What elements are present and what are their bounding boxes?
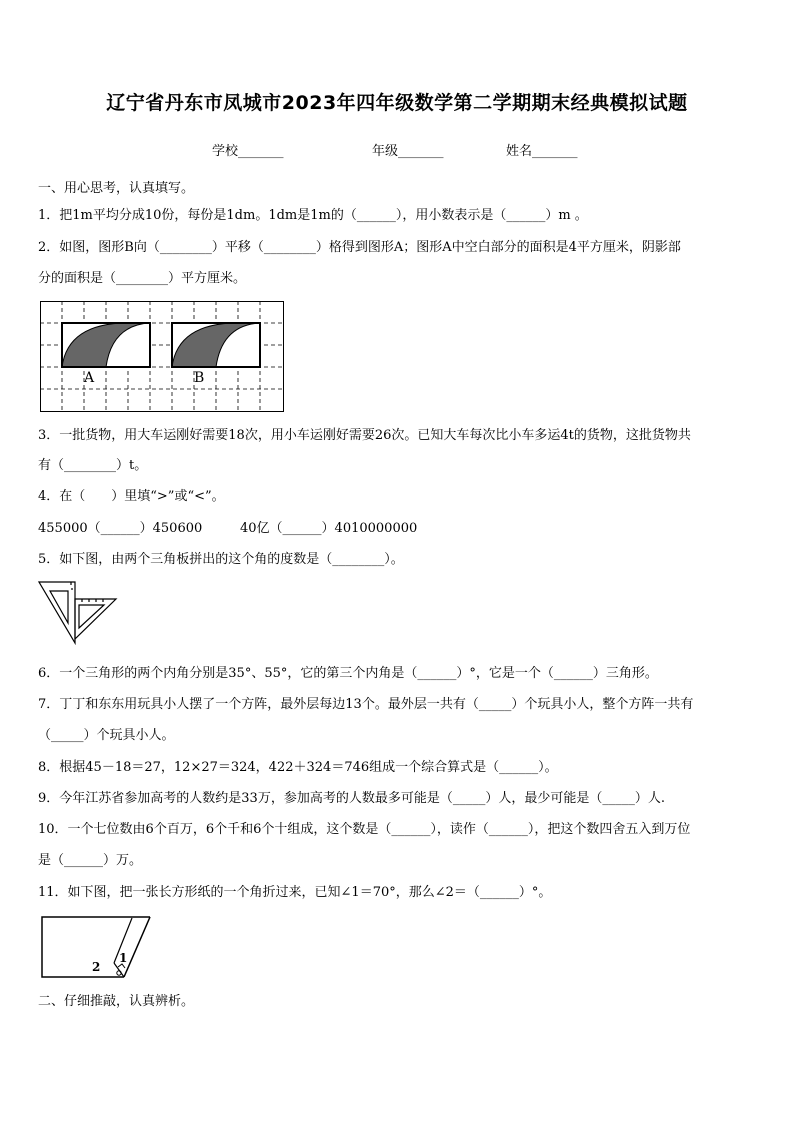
school-field: 学校_______ <box>212 144 284 159</box>
question-11: 11．如下图，把一张长方形纸的一个角折过来，已知∠1＝70°，那么∠2＝（______）°。 <box>38 885 552 900</box>
question-8: 8．根据45－18＝27，12×27＝324，422＋324＝746组成一个综合算式是（______）。 <box>38 760 558 775</box>
label-b: B <box>194 370 205 386</box>
question-3-line-2: 有（________）t。 <box>38 458 148 473</box>
question-4-part-b: 40亿（______）4010000000 <box>240 521 418 536</box>
question-1: 1．把1m平均分成10份，每份是1dm。1dm是1m的（______），用小数表示是（______）m 。 <box>38 208 588 223</box>
shape-b <box>172 323 260 367</box>
grade-field: 年级_______ <box>372 144 444 159</box>
angle-1-label: 1 <box>119 951 128 965</box>
shape-a <box>62 323 150 367</box>
question-9: 9．今年江苏省参加高考的人数约是33万，参加高考的人数最多可能是（_____）人，最少可能是（_____）人. <box>38 791 665 806</box>
name-field: 姓名_______ <box>506 144 578 159</box>
section-2-heading: 二、仔细推敲，认真辨析。 <box>38 994 195 1009</box>
question-4: 4．在（ ）里填“>”或“<”。 <box>38 489 225 504</box>
grid-figure <box>40 301 284 412</box>
question-4-part-a: 455000（______）450600 <box>38 521 203 536</box>
set-square-figure <box>38 581 120 645</box>
question-6: 6．一个三角形的两个内角分别是35°、55°，它的第三个内角是（______）°，它是一个（______）三角形。 <box>38 666 658 681</box>
angle-2-label: 2 <box>92 960 101 974</box>
question-2-line-1: 2．如图，图形B向（________）平移（________）格得到图形A；图形A中空白部分的面积是4平方厘米，阴影部 <box>38 240 681 255</box>
question-5: 5．如下图，由两个三角板拼出的这个角的度数是（________）。 <box>38 552 404 567</box>
question-10-line-1: 10．一个七位数由6个百万，6个千和6个十组成，这个数是（______），读作（______），把这个数四舍五入到万位 <box>38 822 691 837</box>
fold-line <box>124 917 150 977</box>
question-2-line-2: 分的面积是（________）平方厘米。 <box>38 271 247 286</box>
page-title: 辽宁省丹东市凤城市2023年四年级数学第二学期期末经典模拟试题 <box>106 92 688 114</box>
label-a: A <box>84 370 95 386</box>
question-3-line-1: 3．一批货物，用大车运刚好需要18次，用小车运刚好需要26次。已知大车每次比小车多运4t的货物，这批货物共 <box>38 428 691 443</box>
question-10-line-2: 是（______）万。 <box>38 853 143 868</box>
folded-paper-figure <box>40 915 152 979</box>
section-1-heading: 一、用心思考，认真填写。 <box>38 181 195 196</box>
question-7-line-2: （_____）个玩具小人。 <box>38 728 175 743</box>
question-7-line-1: 7．丁丁和东东用玩具小人摆了一个方阵，最外层每边13个。最外层一共有（_____）个玩具小人，整个方阵一共有 <box>38 697 694 712</box>
